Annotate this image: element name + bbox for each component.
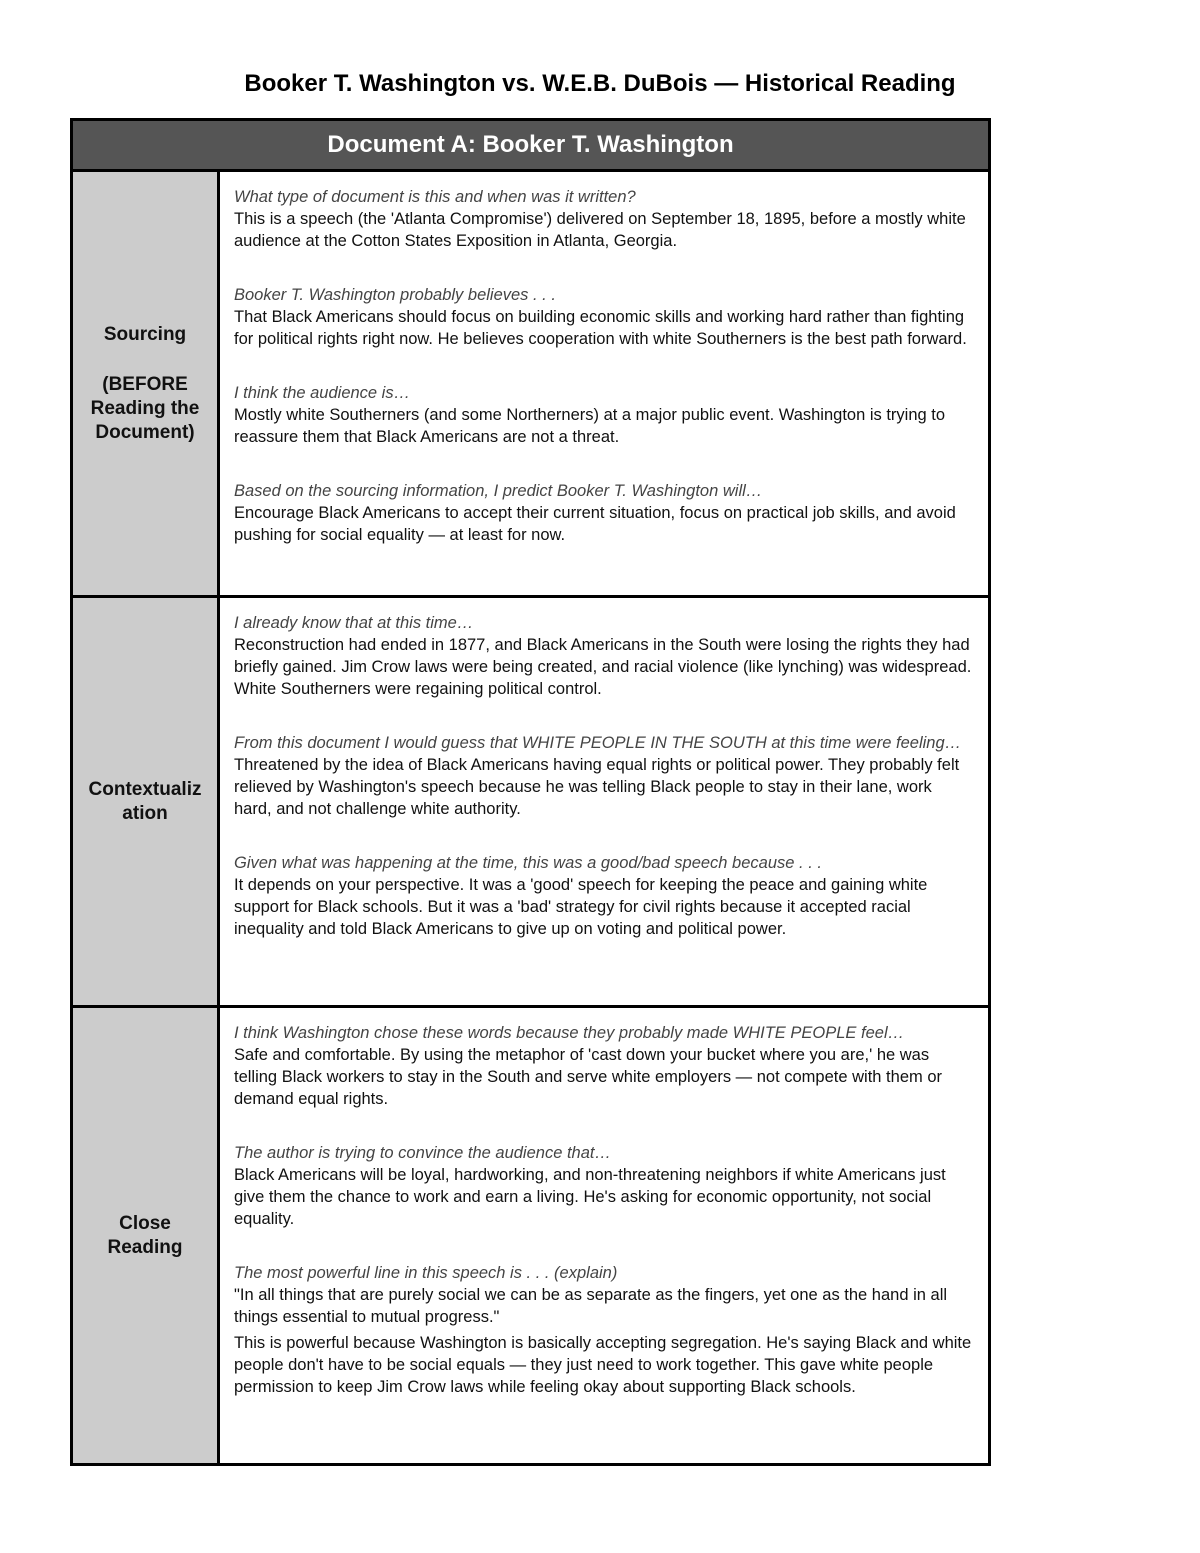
section-label-text: Contextualization (88, 778, 202, 824)
section-content-close-reading (220, 1008, 988, 1463)
question-prompt: Booker T. Washington probably believes . . . (234, 286, 556, 304)
question-block (234, 1142, 972, 1230)
question-prompt: The author is trying to convince the audience that… (234, 1144, 611, 1162)
section-label-text: Sourcing (103, 323, 187, 345)
answer-text: That Black Americans should focus on building economic skills and working hard rather than fighting for political rights right now. He believes cooperation with white Southerners is the best path forward. (234, 308, 967, 348)
section-content-contextualization (220, 598, 988, 1005)
question-prompt: The most powerful line in this speech is . . . (explain) (234, 1264, 618, 1282)
section-sublabel: (BEFORE Reading the Document) (90, 373, 200, 443)
question-prompt: What type of document is this and when was it written? (234, 188, 636, 206)
answer-text: Safe and comfortable. By using the metaphor of 'cast down your bucket where you are,' he was telling Black workers to stay in the South and serve white employers — not compete with them or demand equal rights. (234, 1046, 942, 1108)
page-title: Booker T. Washington vs. W.E.B. DuBois — Historical Reading (244, 70, 956, 97)
question-prompt: Based on the sourcing information, I predict Booker T. Washington will… (234, 482, 763, 500)
question-prompt: Given what was happening at the time, this was a good/bad speech because . . . (234, 854, 822, 872)
question-block (234, 480, 972, 546)
section-row-sourcing (73, 172, 988, 598)
worksheet-table (70, 118, 991, 1466)
answer-text: This is a speech (the 'Atlanta Compromise') delivered on September 18, 1895, before a mostly white audience at the Cotton States Exposition in Atlanta, Georgia. (234, 210, 966, 250)
answer-text: Threatened by the idea of Black Americans having equal rights or political power. They probably felt relieved by Washington's speech because he was telling Black people to stay in their lane, work hard, and not challenge white authority. (234, 756, 960, 818)
answer-text: Mostly white Southerners (and some Northerners) at a major public event. Washington is trying to reassure them that Black Americans are not a threat. (234, 406, 946, 446)
question-block (234, 732, 972, 820)
question-block (234, 852, 972, 940)
section-row-close-reading (73, 1008, 988, 1463)
quote-text: "In all things that are purely social we can be as separate as the fingers, yet one as the hand in all things essential to mutual progress." (234, 1286, 948, 1326)
section-label-text: Close Reading (107, 1212, 183, 1258)
answer-text: Encourage Black Americans to accept their current situation, focus on practical job skills, and avoid pushing for social equality — at least for now. (234, 504, 956, 544)
answer-text: This is powerful because Washington is basically accepting segregation. He's saying Black and white people don't have to be social equals — they just need to work together. This gave white people permission to keep Jim Crow laws while feeling okay about supporting Black schools. (234, 1334, 972, 1396)
section-label-sourcing (73, 172, 220, 595)
section-row-contextualization (73, 598, 988, 1008)
section-label-contextualization (73, 598, 220, 1005)
question-prompt: I think the audience is… (234, 384, 411, 402)
answer-text: Black Americans will be loyal, hardworking, and non-threatening neighbors if white Americans just give them the chance to work and earn a living. He's asking for economic opportunity, not social equality. (234, 1166, 946, 1228)
question-prompt: I already know that at this time… (234, 614, 474, 632)
question-block (234, 1022, 972, 1110)
question-block (234, 186, 972, 252)
section-label-close-reading (73, 1008, 220, 1463)
section-content-sourcing (220, 172, 988, 595)
question-prompt: From this document I would guess that WHITE PEOPLE IN THE SOUTH at this time were feeling… (234, 734, 962, 752)
answer-text: Reconstruction had ended in 1877, and Black Americans in the South were losing the rights they had briefly gained. Jim Crow laws were being created, and racial violence (like lynching) was widespread. White Southerners were regaining political control. (234, 636, 972, 698)
question-block (234, 1262, 972, 1398)
question-block (234, 284, 972, 350)
question-prompt: I think Washington chose these words because they probably made WHITE PEOPLE feel… (234, 1024, 905, 1042)
table-header: Document A: Booker T. Washington (73, 121, 988, 172)
question-block (234, 612, 972, 700)
question-block (234, 382, 972, 448)
answer-text: It depends on your perspective. It was a 'good' speech for keeping the peace and gaining white support for Black schools. But it was a 'bad' strategy for civil rights because it accepted racial inequality and told Black Americans to give up on voting and political power. (234, 876, 928, 938)
